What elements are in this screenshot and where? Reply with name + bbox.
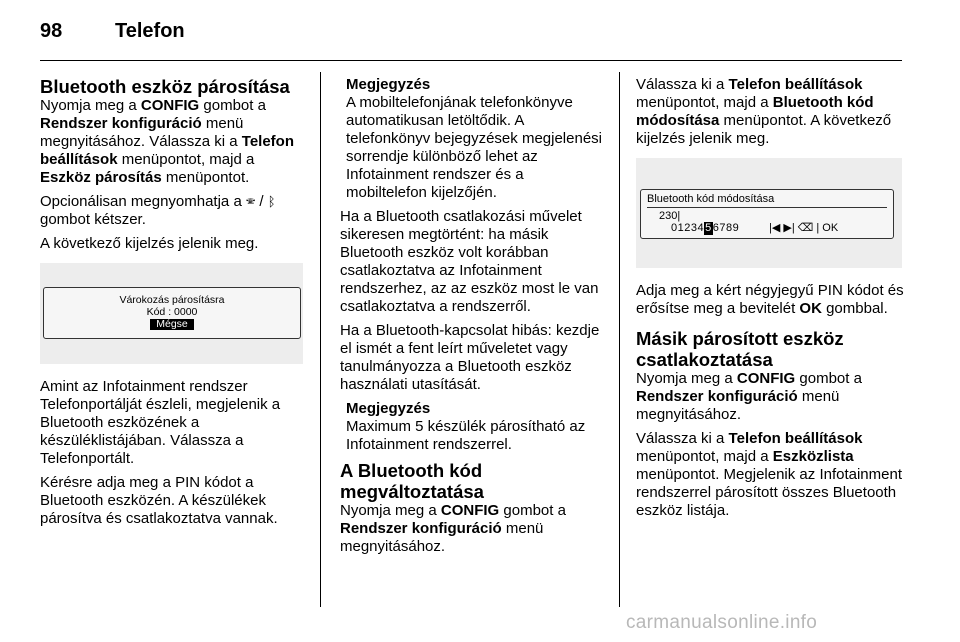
bold-text: Telefon beállítások (728, 430, 863, 447)
digits: 01234 (671, 222, 705, 234)
text: gombot kétszer. (40, 211, 146, 228)
paragraph (636, 430, 906, 520)
text: gombot a (795, 370, 862, 387)
text: menü megnyitásához. Válassza ki a (40, 115, 244, 150)
text: menü megnyitásához. (340, 520, 544, 555)
paragraph: Ha a Bluetooth csatlakozási művelet sikeresen megtörtént: ha másik Bluetooth eszköz volt korábban csatlakoztatva az Infotainment rendszerhez, az az eszköz most le van csatlakoztatva a rendszerről. (340, 208, 599, 315)
pin-dialog (640, 189, 894, 239)
paragraph (636, 370, 906, 424)
dialog-line: Kód : 0000 (146, 306, 198, 318)
digit-selector (671, 222, 739, 235)
text: menüpontot, majd a (117, 151, 255, 168)
dialog-title: Bluetooth kód módosítása (647, 193, 775, 205)
column-1 (40, 76, 306, 534)
section-heading: Másik párosított eszköz csatlakoztatása (636, 328, 844, 370)
dialog-controls: |◀ ▶| ⌫ | OK (769, 222, 839, 234)
paragraph (340, 502, 606, 556)
selected-digit: 5 (705, 222, 712, 234)
text: / (255, 193, 268, 210)
page-number: 98 (40, 20, 63, 42)
phone-icon: 🕾 (245, 194, 256, 209)
header-rule (40, 60, 902, 61)
bold-text: Eszköz párosítás (40, 169, 162, 186)
text: menüpontot. A következő kijelzés jelenik meg. (636, 112, 892, 147)
text: menüpontot, majd a (636, 94, 773, 111)
text: gombot a (199, 97, 266, 114)
paragraph (636, 282, 906, 318)
text: menü megnyitásához. (636, 388, 840, 423)
text: gombbal. (821, 300, 888, 317)
pin-value: 230| (659, 210, 681, 222)
section-title: Telefon (115, 20, 185, 42)
bluetooth-icon: ᛒ (267, 194, 276, 209)
bold-text: Rendszer konfiguráció (40, 115, 202, 132)
text: gombot a (499, 502, 566, 519)
paragraph: A következő kijelzés jelenik meg. (40, 235, 259, 252)
paragraph: Amint az Infotainment rendszer Telefonportálját észleli, megjelenik a Bluetooth eszközének a készüléklistájában. Válassza a Telefonportált. (40, 378, 281, 467)
bold-text: Telefon beállítások (40, 133, 295, 168)
cancel-button: Mégse (150, 319, 194, 330)
column-2 (340, 76, 606, 562)
section-heading: A Bluetooth kód megváltoztatása (340, 460, 484, 502)
text: Adja meg a kért négyjegyű PIN kódot és erősítse meg a bevitelét (636, 282, 904, 317)
column-3 (636, 76, 906, 526)
text: Opcionálisan megnyomhatja a (40, 193, 246, 210)
watermark: carmanualsonline.info (626, 612, 818, 633)
bold-text: Rendszer konfiguráció (340, 520, 502, 537)
note-box (340, 400, 606, 454)
digits: 6789 (712, 222, 740, 234)
dialog-separator (647, 207, 887, 208)
paragraph (636, 76, 906, 148)
bold-text: CONFIG (440, 502, 500, 519)
paragraph: Ha a Bluetooth-kapcsolat hibás: kezdje el ismét a fent leírt műveletet vagy tanulmányozza a Bluetooth eszköz használati utasítását. (340, 322, 600, 393)
text: Nyomja meg a (40, 97, 141, 114)
text: menüpontot. Megjelenik az Infotainment rendszerrel párosított összes Bluetooth eszköz listája. (636, 466, 902, 519)
bold-text: Bluetooth kód módosítása (636, 94, 874, 129)
display-screenshot-pairing (40, 263, 303, 364)
text: menüpontot, majd a (636, 448, 773, 465)
bold-text: CONFIG (140, 97, 200, 114)
note-box (340, 76, 606, 202)
note-text: Maximum 5 készülék párosítható az Infotainment rendszerrel. (346, 418, 586, 453)
bold-text: Telefon beállítások (728, 76, 863, 93)
note-text: A mobiltelefonjának telefonkönyve automatikusan letöltődik. A telefonkönyv bejegyzések megjelenési sorrendje különböző lehet az Infotainment rendszer és a mobiltelefon kijelzőjén. (346, 94, 602, 201)
bold-text: Eszközlista (772, 448, 854, 465)
paragraph (40, 97, 306, 187)
note-title: Megjegyzés (346, 400, 431, 417)
section-heading: Bluetooth eszköz párosítása (40, 76, 290, 97)
dialog-line: Várokozás párosításra (119, 294, 225, 306)
bold-text: CONFIG (736, 370, 796, 387)
column-divider (320, 72, 321, 607)
column-divider (619, 72, 620, 607)
bold-text: OK (799, 300, 822, 317)
text: Válassza ki a (636, 76, 729, 93)
pairing-dialog (43, 287, 301, 339)
text: Nyomja meg a (636, 370, 737, 387)
display-screenshot-pin (636, 158, 902, 268)
paragraph: Kérésre adja meg a PIN kódot a Bluetooth eszközén. A készülékek párosítva és csatlakoztatva vannak. (40, 474, 278, 527)
text: Nyomja meg a (340, 502, 441, 519)
note-title: Megjegyzés (346, 76, 431, 93)
paragraph (40, 193, 306, 229)
text: Válassza ki a (636, 430, 729, 447)
text: menüpontot. (161, 169, 250, 186)
bold-text: Rendszer konfiguráció (636, 388, 798, 405)
